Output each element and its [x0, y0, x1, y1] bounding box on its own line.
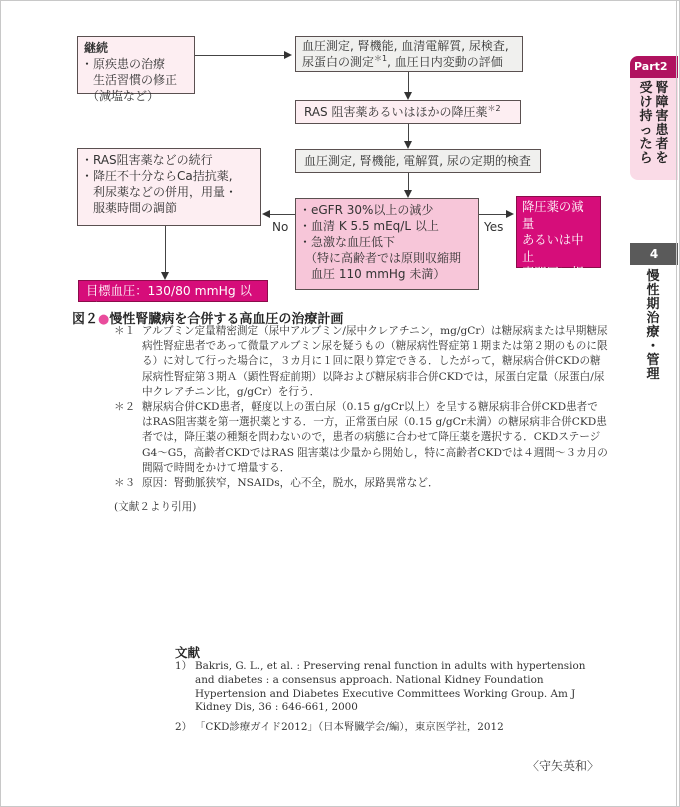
measurement-box: [295, 36, 523, 72]
continue-line: ・原疾患の治療: [81, 57, 166, 71]
reduce-line: あるいは中止: [522, 233, 584, 264]
reduce-line: [522, 298, 595, 315]
target-bp-text: 目標血圧：130/80 mmHg 以下: [86, 284, 252, 315]
continue-line: 生活習慣の修正: [93, 73, 178, 87]
measurement-line-1: 血圧測定, 腎機能, 血清電解質, 尿検査,: [302, 39, 509, 53]
figure-title: 慢性腎臓病を合併する高血圧の治療計画: [109, 312, 344, 327]
periodic-check-text: 血圧測定, 腎機能, 電解質, 尿の定期的検査: [304, 154, 531, 168]
page-edge: [676, 0, 677, 807]
arrow-down-icon: [161, 272, 169, 280]
arrow-right-icon: [506, 210, 514, 218]
ras-text: RAS 阻害薬あるいはほかの降圧薬: [304, 105, 488, 119]
author-name: 〈守矢英和〉: [527, 759, 600, 773]
continue-line: （減塩など）: [87, 89, 160, 103]
measurement-text: 尿蛋白の測定: [302, 55, 375, 69]
footnote-ref: ＊1: [374, 54, 388, 63]
continue-ras-box: [77, 148, 261, 226]
reference-number: 2）: [175, 721, 193, 733]
figure-number: 図２: [72, 312, 99, 327]
condition-line: ・血清 K 5.5 mEq/L 以上: [299, 219, 439, 233]
note-text: 原因：腎動脈狭窄，NSAIDs，心不全，脱水，尿路異常など．: [142, 477, 439, 490]
reduce-text: 原因検索: [522, 299, 572, 313]
arrow-down-icon: [404, 141, 412, 149]
continue-box: [77, 36, 195, 103]
target-bp-box: [78, 280, 268, 315]
note-3: [114, 476, 608, 491]
yes-connector-line: [479, 214, 507, 215]
figure-notes: [114, 324, 608, 491]
footnote-ref: ＊2: [487, 104, 501, 113]
references-title: 文献: [175, 645, 201, 660]
continue-ras-line: ・RAS阻害薬などの続行: [81, 153, 213, 167]
reference-item: [175, 721, 607, 735]
part-title-col: 受 け 持 っ た ら: [639, 81, 653, 166]
continue-ras-line: ・降圧不十分ならCa拮抗薬,: [81, 169, 233, 183]
no-connector-line: [268, 214, 295, 215]
connector-line: [408, 72, 409, 94]
note-1: [114, 324, 608, 400]
condition-line: ・急激な血圧低下: [299, 235, 396, 249]
reduce-medication-box: [516, 196, 601, 313]
note-text: 糖尿病合併CKD患者，軽度以上の蛋白尿（0.15 g/gCr以上）を呈する糖尿病非合併CKD患者ではRAS阻害薬を第一選択薬とする．一方，正常蛋白尿（0.15 g/gCr未満）の糖尿病非合併CKD患者では，降圧薬の種類を問わないので，患者の病態に合わせて降圧薬を選択する．CKDステージG4～G5，高齢者CKDではRAS 阻害薬は少量から開始し，特に高齢者CKDでは４週間～３カ月の間隔で時間をかけて増量する．: [142, 401, 608, 474]
caption-bullet: ●: [98, 312, 110, 327]
reduce-line: 専門医に相談: [522, 266, 584, 297]
arrow-right-icon: [284, 51, 292, 59]
arrow-down-icon: [404, 190, 412, 198]
ras-box: [295, 100, 521, 124]
reduce-line: 降圧薬の減量: [522, 200, 584, 231]
chapter-number[interactable]: 4: [630, 243, 678, 265]
yes-label: Yes: [484, 220, 504, 234]
note-mark: ＊２: [114, 401, 136, 414]
reference-text: 「CKD診療ガイド2012」（日本腎臓学会/編），東京医学社，2012: [195, 721, 504, 733]
condition-box: [295, 198, 479, 290]
condition-line: ・eGFR 30%以上の減少: [299, 203, 434, 217]
footnote-ref: ＊3: [571, 298, 585, 307]
arrow-left-icon: [262, 210, 270, 218]
part-title: [630, 82, 678, 166]
condition-line: 血圧 110 mmHg 未満）: [311, 267, 446, 281]
part-title-col: 腎 障 害 患 者 を: [655, 81, 669, 166]
no-label: No: [272, 220, 289, 234]
continue-title: 継続: [84, 41, 109, 55]
connector-line: [165, 226, 166, 274]
note-2: [114, 400, 608, 476]
continue-ras-line: 利尿薬などの併用，用量・: [93, 185, 238, 199]
reference-text: Bakris, G. L., et al. : Preserving renal function in adults with hypertension and diabetes : a consensus approach. National Kidney Foundation Hypertension and Diabetes Executive Committees Working Group. Am J Kidney Dis, 36 : 646-661, 2000: [195, 660, 586, 714]
connector-line: [195, 55, 285, 56]
condition-line: （特に高齢者では原則収縮期: [305, 251, 462, 265]
note-mark: ＊３: [114, 477, 136, 490]
chapter-title: 慢 性 期 治 療 ・ 管 理: [646, 269, 660, 382]
measurement-line-2: [302, 54, 516, 70]
figure-source: (文献２より引用): [114, 501, 197, 513]
part-label: Part2: [630, 56, 678, 78]
periodic-check-box: [295, 149, 541, 173]
note-mark: ＊１: [114, 325, 136, 337]
measurement-text: , 血圧日内変動の評価: [387, 55, 503, 69]
continue-ras-line: 服薬時間の調節: [93, 201, 178, 215]
reference-item: [175, 660, 607, 715]
part-tab[interactable]: [630, 56, 678, 180]
note-text: アルブミン定量精密測定（尿中アルブミン/尿中クレアチニン，mg/gCr）は糖尿病または早期糖尿病性腎症患者であって微量アルブミン尿を疑うもの（糖尿病性腎症第１期または第２期のものに限る）に対して行った場合に，３カ月に１回に限り算定できる．したがって，糖尿病合併CKDの糖尿病性腎症第３期Ａ（顕性腎症前期）以降および糖尿病非合併CKDでは，尿蛋白定量（尿蛋白/尿中クレアチニン比，g/gCr）を行う．: [142, 325, 608, 398]
reference-number: 1）: [175, 660, 193, 672]
arrow-down-icon: [404, 92, 412, 100]
